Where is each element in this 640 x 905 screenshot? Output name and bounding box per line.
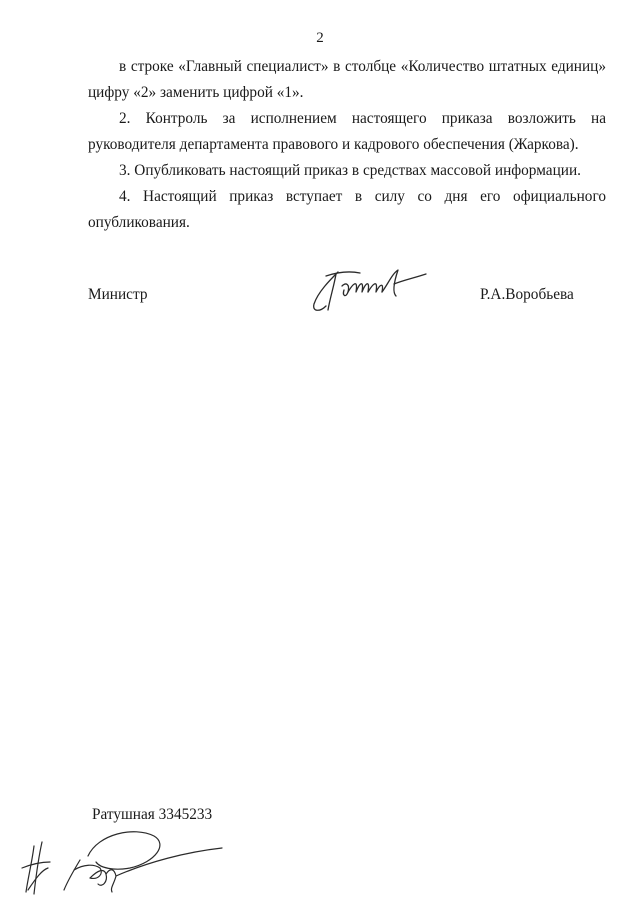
paragraph-control: 2. Контроль за исполнением настоящего приказа возложить на руководителя департамента правового и кадрового обеспечения (Жаркова). — [88, 110, 606, 153]
contact-line: Ратушная 3345233 — [92, 806, 213, 823]
signatory-name: Р.А.Воробьева — [480, 286, 574, 303]
document-body — [88, 54, 606, 236]
signatory-title: Министр — [88, 286, 148, 303]
handwritten-visa — [18, 818, 228, 900]
page-number: 2 — [316, 30, 324, 46]
handwritten-signature — [308, 262, 433, 317]
paragraph-staff-change: в строке «Главный специалист» в столбце «Количество штатных единиц» цифру «2» заменить цифрой «1». — [88, 58, 606, 101]
paragraph-publish: 3. Опубликовать настоящий приказ в средствах массовой информации. — [119, 162, 581, 179]
paragraph-effective: 4. Настоящий приказ вступает в силу со дня его официального опубликования. — [88, 188, 606, 231]
